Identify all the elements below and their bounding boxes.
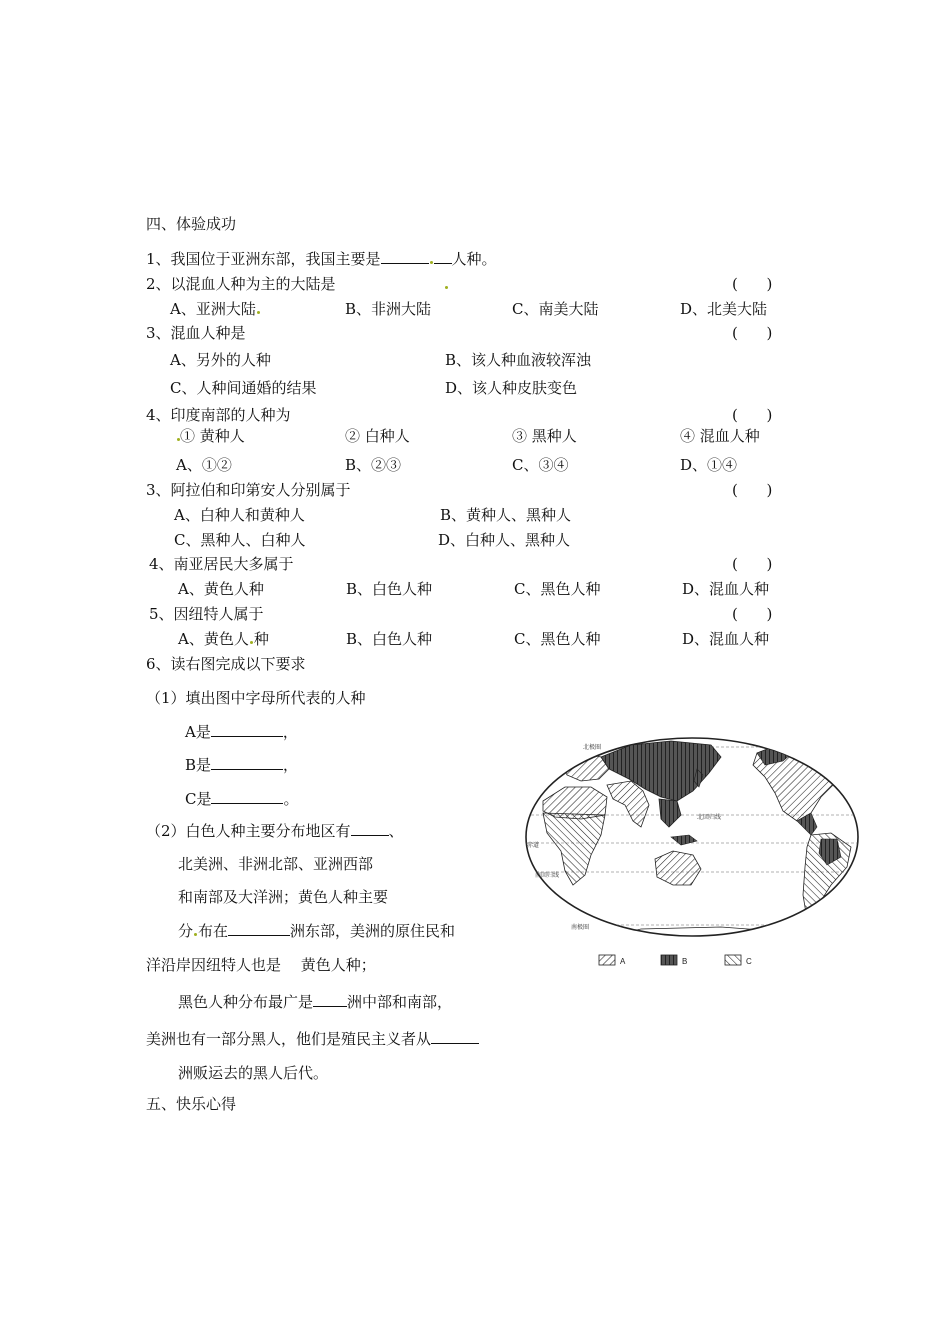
question-8-sub-1: （1）填出图中字母所代表的人种 — [146, 689, 366, 707]
question-2-option-c: C、南美大陆 — [512, 300, 599, 318]
question-7-option-c: C、黑色人种 — [514, 630, 601, 648]
question-3-option-d: D、该人种皮肤变色 — [445, 379, 578, 397]
stray-mark — [430, 261, 433, 264]
section-title-5: 五、快乐心得 — [146, 1095, 237, 1113]
question-4-item-2: ② 白种人 — [345, 427, 410, 445]
answer-blank-white-region[interactable] — [351, 821, 389, 836]
legend-swatch-b — [661, 955, 677, 965]
question-6-answer-paren[interactable]: ( ) — [732, 555, 773, 573]
question-8-line-6: 黑色人种分布最广是 洲中部和南部， — [178, 993, 453, 1011]
answer-blank-c[interactable] — [211, 789, 283, 804]
stray-mark — [257, 311, 260, 314]
question-8-stem: 6、读右图完成以下要求 — [146, 655, 306, 673]
map-label-antarctic: 南极圈 — [571, 925, 590, 931]
question-1-blank-b[interactable] — [434, 249, 452, 264]
answer-line-a: A是 ， — [185, 723, 298, 741]
question-1-text: 1、我国位于亚洲东部，我国主要是 — [146, 250, 381, 268]
question-7-answer-paren[interactable]: ( ) — [732, 605, 773, 623]
question-4-option-b: B、②③ — [345, 456, 402, 474]
question-5-stem: 3、阿拉伯和印第安人分别属于 — [146, 481, 351, 499]
question-8-line-3: 和南部及大洋洲；黄色人种主要 — [178, 888, 389, 906]
question-2-option-b: B、非洲大陆 — [345, 300, 432, 318]
question-1-blank-a[interactable] — [381, 249, 429, 264]
question-5-option-b: B、黄种人、黑种人 — [440, 506, 572, 524]
answer-line-c: C是 。 — [185, 790, 299, 808]
question-4-stem: 4、印度南部的人种为 — [146, 406, 291, 424]
question-7-option-b: B、白色人种 — [346, 630, 433, 648]
legend-label-a: A — [620, 957, 626, 966]
answer-blank-yellow-region[interactable] — [228, 921, 290, 936]
question-5-option-c: C、黑种人、白种人 — [174, 531, 306, 549]
question-3-option-c: C、人种间通婚的结果 — [170, 379, 317, 397]
question-4-answer-paren[interactable]: ( ) — [732, 406, 773, 424]
map-label-tropic-south: 南回归线 — [535, 873, 560, 879]
question-3-option-b: B、该人种血液较浑浊 — [445, 351, 592, 369]
map-label-arctic: 北极圈 — [583, 745, 602, 751]
map-label-tropic-north: 北回归线 — [697, 815, 722, 821]
question-3-stem: 3、混血人种是 — [146, 324, 246, 342]
answer-blank-b[interactable] — [211, 755, 283, 770]
question-4-option-c: C、③④ — [512, 456, 569, 474]
question-3-option-a: A、另外的人种 — [170, 351, 271, 369]
question-6-option-c: C、黑色人种 — [514, 580, 601, 598]
question-6-stem: 4、南亚居民大多属于 — [149, 555, 294, 573]
question-1 — [146, 249, 497, 269]
stray-mark — [194, 933, 197, 936]
question-8-line-8: 洲贩运去的黑人后代。 — [178, 1064, 329, 1082]
question-8-line-7: 美洲也有一部分黑人，他们是殖民主义者从 — [146, 1029, 479, 1049]
question-4-option-a: A、①② — [176, 456, 232, 474]
question-8-line-4: 分 布在 洲东部，美洲的原住民和 — [178, 922, 456, 940]
question-4-item-3: ③ 黑种人 — [512, 427, 577, 445]
question-6-option-b: B、白色人种 — [346, 580, 433, 598]
question-7-option-d: D、混血人种 — [682, 630, 770, 648]
map-label-equator: 赤道 — [527, 843, 540, 849]
question-5-option-a: A、白种人和黄种人 — [174, 506, 305, 524]
answer-line-b: B是 ， — [185, 756, 299, 774]
question-8-line-5: 洋沿岸因纽特人也是 黄色人种； — [146, 956, 376, 974]
answer-blank-a[interactable] — [211, 722, 283, 737]
answer-blank-origin[interactable] — [431, 1029, 479, 1044]
question-8-line-2: 北美洲、非洲北部、亚洲西部 — [178, 855, 374, 873]
legend-swatch-a — [599, 955, 615, 965]
stray-mark — [250, 641, 253, 644]
question-4-option-d: D、①④ — [680, 456, 738, 474]
stray-mark — [445, 286, 448, 289]
question-3-answer-paren[interactable]: ( ) — [732, 324, 773, 342]
question-7-stem: 5、因纽特人属于 — [149, 605, 264, 623]
question-6-option-d: D、混血人种 — [682, 580, 770, 598]
question-8-sub-2: （2）白色人种主要分布地区有 、 — [146, 822, 404, 840]
question-4-item-4: ④ 混血人种 — [680, 427, 760, 445]
question-6-option-a: A、黄色人种 — [178, 580, 264, 598]
question-7-option-a: A、黄色人 种 — [178, 630, 269, 648]
legend-label-b: B — [682, 957, 688, 966]
question-4-item-1: ① 黄种人 — [180, 427, 245, 445]
question-2-answer-paren[interactable]: ( ) — [732, 275, 773, 293]
section-title-4: 四、体验成功 — [146, 215, 237, 233]
question-1-suffix: 人种。 — [451, 250, 497, 268]
question-2-option-a: A、亚洲大陆 — [170, 299, 261, 319]
question-5-answer-paren[interactable]: ( ) — [732, 481, 773, 499]
question-5-option-d: D、白种人、黑种人 — [438, 531, 571, 549]
world-race-map — [521, 735, 864, 975]
question-2-option-d: D、北美大陆 — [680, 300, 768, 318]
answer-blank-black-region[interactable] — [313, 992, 347, 1007]
question-2-stem: 2、以混血人种为主的大陆是 — [146, 275, 336, 293]
legend-label-c: C — [746, 957, 752, 966]
legend-swatch-c — [725, 955, 741, 965]
